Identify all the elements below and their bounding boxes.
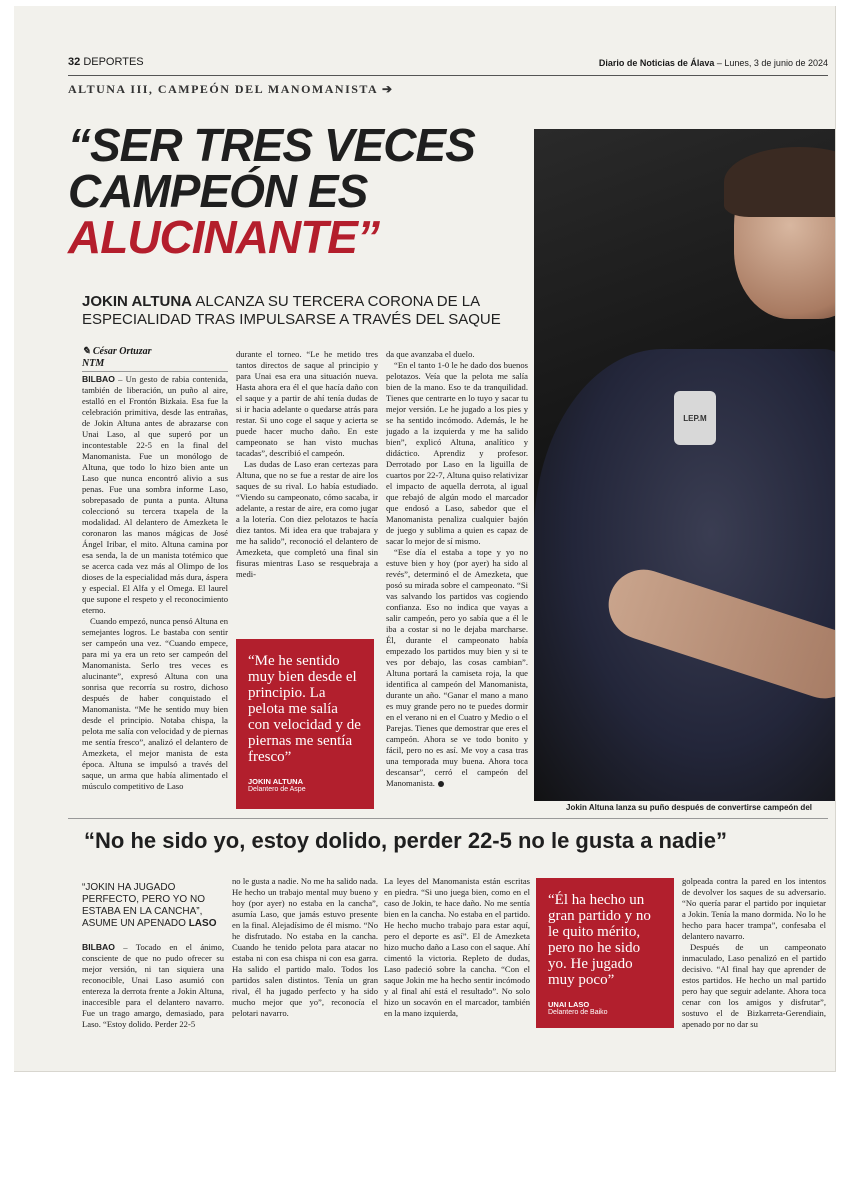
page-number-value: 32 (68, 56, 81, 68)
article2-column-3 (384, 876, 530, 1036)
article1-paragraph: Cuando empezó, nunca pensó Altuna en semejantes logros. Le bastaba con sentir ser campeón una vez. “Cuando empece, para mi ya era un reto ser campeón del Manomanista. Serlo tres veces es alucinante”, expresó Altuna con una sonrisa que recorría su rostro, dichoso después de haber conquistado el Manomanista. “Me he sentido muy bien desde el principio. Notaba chispa, la pelota me salía con velocidad y de piernas me sentía fresco”, analizó el delantero de Amezketa, el mejor manista de esta época. Altuna se impulsó a través del saque, un arma que había alimentado el músculo competitivo de Laso (82, 616, 228, 791)
pullquote-laso (536, 878, 674, 1028)
newspaper-page (14, 6, 836, 1072)
pullquote-text: “Él ha hecho un gran partido y no le quito mérito, pero no he sido yo. He jugado muy poco” (548, 892, 651, 988)
end-bullet-icon (438, 781, 444, 787)
article1-text: – Un gesto de rabia contenida, también de liberación, un puño al aire, estalló en el Frontón Bizkaia. Esa fue la celebración primitiva, desde las entrañas, de Jokin Altuna antes de abrazarse con Unai Laso, al que superó por un incontestable 22-5 en la final del Manomanista. Fue un monólogo de Altuna, que todo lo hizo bien ante un Laso que nunca encontró alivio a sus penas. Fue una sombra informe Laso, sobrepasado de punta a punta. Altuna coleccionó su tercera txapela de la modalidad. Al delantero de Amezketa le coronaron las manos mágicas de José Ángel Iribar, el mito. Altuna camina por esa senda, la de un manista totémico que se acerca cada vez más al Olimpo de los dioses de la especialidad más dura, áspera y especial. El Alfa y el Omega. El laurel que supone el respeto y el reconocimiento eterno. (82, 374, 228, 615)
pullquote-text: “Me he sentido muy bien desde el principio. La pelota me salía con velocidad y de piernas me sentía fresco” (248, 653, 361, 765)
article2-column-1 (82, 942, 224, 1032)
article2-column-4 (682, 876, 826, 1036)
section-name: DEPORTES (83, 56, 144, 68)
article1-column-3 (386, 349, 528, 811)
secondary-subhead-name: LASO (188, 918, 217, 929)
pullquote-name: JOKIN ALTUNA (248, 777, 303, 786)
article2-paragraph: golpeada contra la pared en los intentos de devolver los saques de su adversario. “No quería parar el partido por inquietar a Jokin. Tenía la mano dormida. No lo he hecho para hacer trampa”, confesaba el delantero navarro. (682, 876, 826, 941)
dateline-city: BILBAO (82, 942, 115, 952)
byline-agency: NTM (82, 358, 105, 369)
masthead (599, 58, 828, 68)
subheadline (82, 293, 532, 329)
article2-column-2 (232, 876, 378, 1036)
article1-paragraph: Las dudas de Laso eran certezas para Altuna, que no se fue a restar de aire los saques de su rival. Lo había estudiado. “Viendo su campeonato, cómo sacaba, ir adelante, a restar de aire, era como jugar a la lotería. Con diez pelotazos te hacía diez tantos. Mi idea era que trabajara y me ha salido”, reconoció el delantero de Amezketa, que completó una final sin fisuras mientras Laso se resquebraja a medi- (236, 459, 378, 579)
pullquote-role: Delantero de Baiko (548, 1009, 608, 1016)
article1-column-2 (236, 349, 378, 639)
article1-column-1 (82, 374, 228, 814)
article1-paragraph: “En el tanto 1-0 le he dado dos buenos pelotazos. Veía que la pelota me salía bien de la mano. Eso te da tranquilidad. Tienes que centrarte en lo tuyo y sacar tu mejor versión. Le he jugado a los pies y se ha sentido incómodo. Además, le he jugado a la izquierda y me ha salido bien”, explicó Altuna, analítico y didáctico. Aprendiz y profesor. Derrotado por Laso en la liguilla de cuartos por 22-7, Altuna quiso relativizar el impacto de aquella derrota, al igual que rebajó de algún modo el marcador que endosó a Laso, sabedor que el Manomanista penaliza cualquier bajón de juego y sublima a quien es capaz de sacar lo mejor de sí mismo. (386, 360, 528, 546)
article1-paragraph (386, 547, 528, 789)
publication-name: Diario de Noticias de Álava (598, 58, 715, 68)
main-headline (68, 119, 538, 263)
article1-text: “Ese día el estaba a tope y yo no estuve bien y hoy (por ayer) ha sido al revés”, determinó el de Amezketa, que posó su mirada sobre el campeonato. “Si vas salvando los partidos vas cogiendo confianza. Eso no indica que vayas a salir campeón, pero yo sabía que a él le iba a costar si no le dejaba marcharse. Él, durante el campeonato había empezado los partidos muy bien y si te ves por debajo, las cosas cambian”. Altuna portará la camiseta roja, la que identifica al campeón del Manomanista, durante un año. “Ganar el mano a mano es muy grande pero no te puedes dormir en el verano ni en el Cuatro y Medio o el Parejas. Tienes que demostrar que eres el campeón. Ahora se ve todo bonito y fácil, pero no es así. Me voy a casa tras una temporada muy buena. Ahora toca descansar”, cerró el campeón del Manomanista. (386, 547, 528, 788)
article2-text: – Tocado en el ánimo, consciente de que no pudo ofrecer su mejor versión, ni tan siquiera una reconocible, Unai Laso asumió con entereza la derrota frente a Jokin Altuna, inaccesible para el delantero navarro. Fue un trago amargo, demasiado, para Laso. “Estoy dolido. Perder 22-5 (82, 942, 224, 1029)
article2-paragraph (82, 942, 224, 1030)
scan-margin (0, 1072, 848, 1200)
article2-paragraph: no le gusta a nadie. No me ha salido nada. He hecho un trabajo mental muy bueno y hoy (por ayer) no estaba en la cancha”, asumía Laso, que jamás estuvo presente en la final. Alejadísimo de él mismo. “No he disfrutado. No estaba en la cancha. Cuando he tenido pelota para atacar no estaba ni con esa chispa ni con esa garra. Ha salido el partido malo. Todos los partidos salen distintos. Tenía un gran rival, él ha jugado perfecto y ha sido mucho mejor que yo”, reconocía el pelotari navarro. (232, 876, 378, 1018)
headline-line-3: ALUCINANTE” (68, 211, 379, 263)
secondary-subhead-text: “JOKIN HA JUGADO PERFECTO, PERO YO NO ESTABA EN LA CANCHA”, ASUME UN APENADO (82, 882, 205, 929)
secondary-subhead (82, 882, 224, 930)
subhead-text: ALCANZA SU TERCERA CORONA DE LA ESPECIALIDAD TRAS IMPULSARSE A TRAVÉS DEL SAQUE (82, 293, 501, 328)
subhead-name: JOKIN ALTUNA (82, 293, 192, 310)
pullquote-role: Delantero de Aspe (248, 786, 306, 793)
byline-rule (82, 371, 228, 372)
publication-date: – Lunes, 3 de junio de 2024 (714, 58, 828, 68)
article2-paragraph: Después de un campeonato inmaculado, Laso penalizó en el partido decisivo. “Al final hay que aprender de estos partidos. He hecho un mal partido pero hay que seguir adelante. Ahora toca cenar con los amigos y disfrutar”, sostuvo el de Bizkarreta-Gerendiain, apenado por no dar su (682, 942, 826, 1029)
byline-author: ✎ César Ortuzar (82, 346, 152, 357)
article1-paragraph (82, 374, 228, 616)
page-header (68, 54, 828, 76)
league-badge: LEP.M (674, 391, 716, 445)
article2-paragraph: La leyes del Manomanista están escritas en piedra. “Si uno juega bien, como en el caso de Jokin, te hace daño. No me sentía bien en la cancha. No estaba en el partido. He hecho mucho trabajo para estar aquí, pero el deporte es así”. El de Amezketa hizo mucho daño a Laso con el saque. Ahí cimentó la victoria. Repleto de dudas, Laso padeció sobre la cancha. “Con el saque Jokin me ha hecho sentir incómodo y al final ahí está el resultado”. No solo hizo un socavón en el marcador, también en la mano izquierda, (384, 876, 530, 1018)
pullquote-name: UNAI LASO (548, 1000, 590, 1009)
player-photo (534, 129, 836, 801)
headline-line-1: “SER TRES VECES (68, 119, 475, 171)
article1-paragraph: da que avanzaba el duelo. (386, 349, 475, 359)
section-kicker: ALTUNA III, CAMPEÓN DEL MANOMANISTA ➔ (68, 82, 394, 96)
article1-paragraph: durante el torneo. “Le he metido tres tantos directos de saque al principio y para Unai esa era una situación nueva. Hasta ahora era él el que hacía daño con el saque y a partir de ahí tenía dudas de si ir hacia adelante o quedarse atrás para restar. Si uno coge el saque y acierta se puede hacer mucho daño. En este campeonato se han visto muchas tacadas”, describió el campeón. (236, 349, 378, 458)
headline-line-2: CAMPEÓN ES (68, 165, 368, 217)
dateline-city: BILBAO (82, 374, 115, 384)
section-divider (68, 818, 828, 819)
photo-caption: Jokin Altuna lanza su puño después de convertirse campeón del (566, 803, 812, 812)
page-number (68, 56, 144, 68)
secondary-headline: “No he sido yo, estoy dolido, perder 22-5 no le gusta a nadie” (84, 828, 728, 853)
photo-hair (724, 147, 836, 217)
pullquote-altuna (236, 639, 374, 809)
